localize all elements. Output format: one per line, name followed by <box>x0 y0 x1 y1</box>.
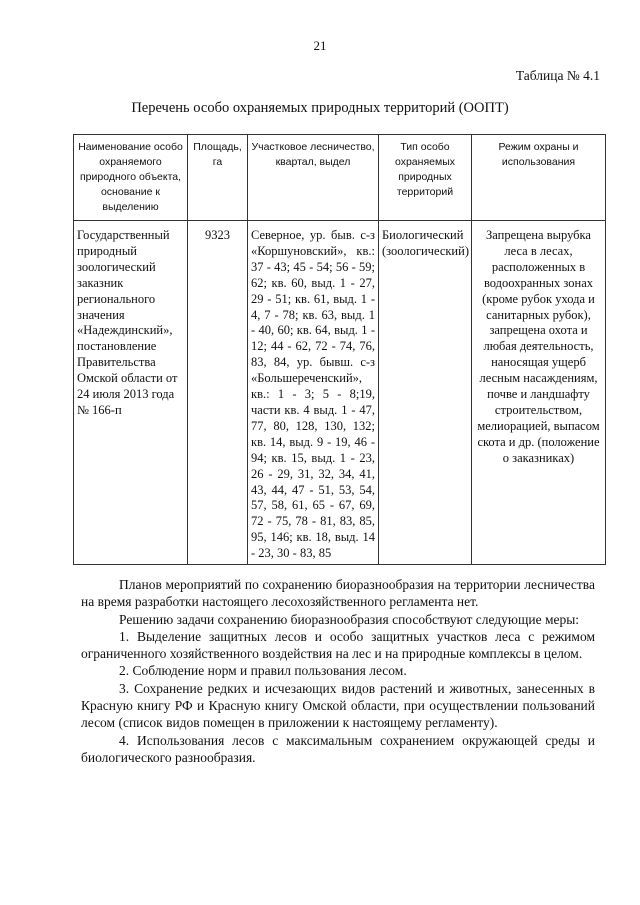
table-label: Таблица № 4.1 <box>515 68 600 83</box>
header-area: Площадь, га <box>188 135 248 221</box>
table-header-row <box>74 135 606 221</box>
paragraph: Решению задачи сохранению биоразнообразия способствуют следующие меры: <box>119 611 580 627</box>
header-location: Участковое лесничество, квартал, выдел <box>248 135 379 221</box>
body-text <box>81 576 595 766</box>
paragraph: Планов мероприятий по сохранению биоразнообразия на территории лесничества на время разработки настоящего лесохозяйственного регламента нет. <box>81 577 595 610</box>
cell-location: Северное, ур. быв. с-з «Коршуновский», кв.: 37 - 43; 45 - 54; 56 - 59; 62; кв. 60, выд. 1 - 27, 29 - 51; кв. 61, выд. 1 - 4, 7 - 78; кв. 63, выд. 1 - 40, 60; кв. 64, выд. 1 - 12; 44 - 62, 72 - 74, 76, 83, 84, ур. бывш. с-з «Большереченский», кв.: 1 - 3; 5 - 8;19, части кв. 4 выд. 1 - 47, 77, 80, 128, 130, 132; кв. 14, выд. 9 - 19, 46 - 94; кв. 15, выд. 1 - 23, 26 - 29, 31, 32, 34, 41, 43, 44, 47 - 51, 53, 54, 57, 58, 61, 65 - 67, 69, 72 - 75, 78 - 81, 83, 85, 95, 146; кв. 18, выд. 14 - 23, 30 - 83, 85 <box>248 221 379 565</box>
cell-regime: Запрещена вырубка леса в лесах, расположенных в водоохранных зонах (кроме рубок ухода и санитарных рубок), запрещена охота и любая деятельность, наносящая ущерб лесным насаждениям, почве и ландшафту строительством, мелиорацией, выпасом скота и др. (положение о заказниках) <box>472 221 606 565</box>
page-number: 21 <box>313 38 327 53</box>
header-name: Наименование особо охраняемого природного объекта, основание к выделению <box>74 135 188 221</box>
header-regime: Режим охраны и использования <box>472 135 606 221</box>
paragraph: 2. Соблюдение норм и правил пользования лесом. <box>119 663 407 679</box>
paragraph: 4. Использования лесов с максимальным сохранением окружающей среды и биологического разнообразия. <box>81 732 595 765</box>
cell-area: 9323 <box>188 221 248 565</box>
paragraph: 1. Выделение защитных лесов и особо защитных участков леса с режимом ограниченного хозяйственного воздействия на лес и на природные комплексы в целом. <box>81 628 595 662</box>
table-title: Перечень особо охраняемых природных территорий (ООПТ) <box>131 100 509 116</box>
table-row <box>74 221 606 565</box>
cell-type: Биологический (зоологический) <box>379 221 472 565</box>
paragraph: 3. Сохранение редких и исчезающих видов растений и животных, занесенных в Красную книгу РФ и Красную книгу Омской области, при осуществлении пользований лесом (список видов помещен в приложении к настоящему регламенту). <box>81 680 595 731</box>
header-type: Тип особо охраняемых природных территорий <box>379 135 472 221</box>
cell-name: Государственный природный зоологический заказник регионального значения «Надеждинский», постановление Правительства Омской области от 24 июля 2013 года № 166-п <box>74 221 188 565</box>
oopt-table <box>73 134 606 565</box>
